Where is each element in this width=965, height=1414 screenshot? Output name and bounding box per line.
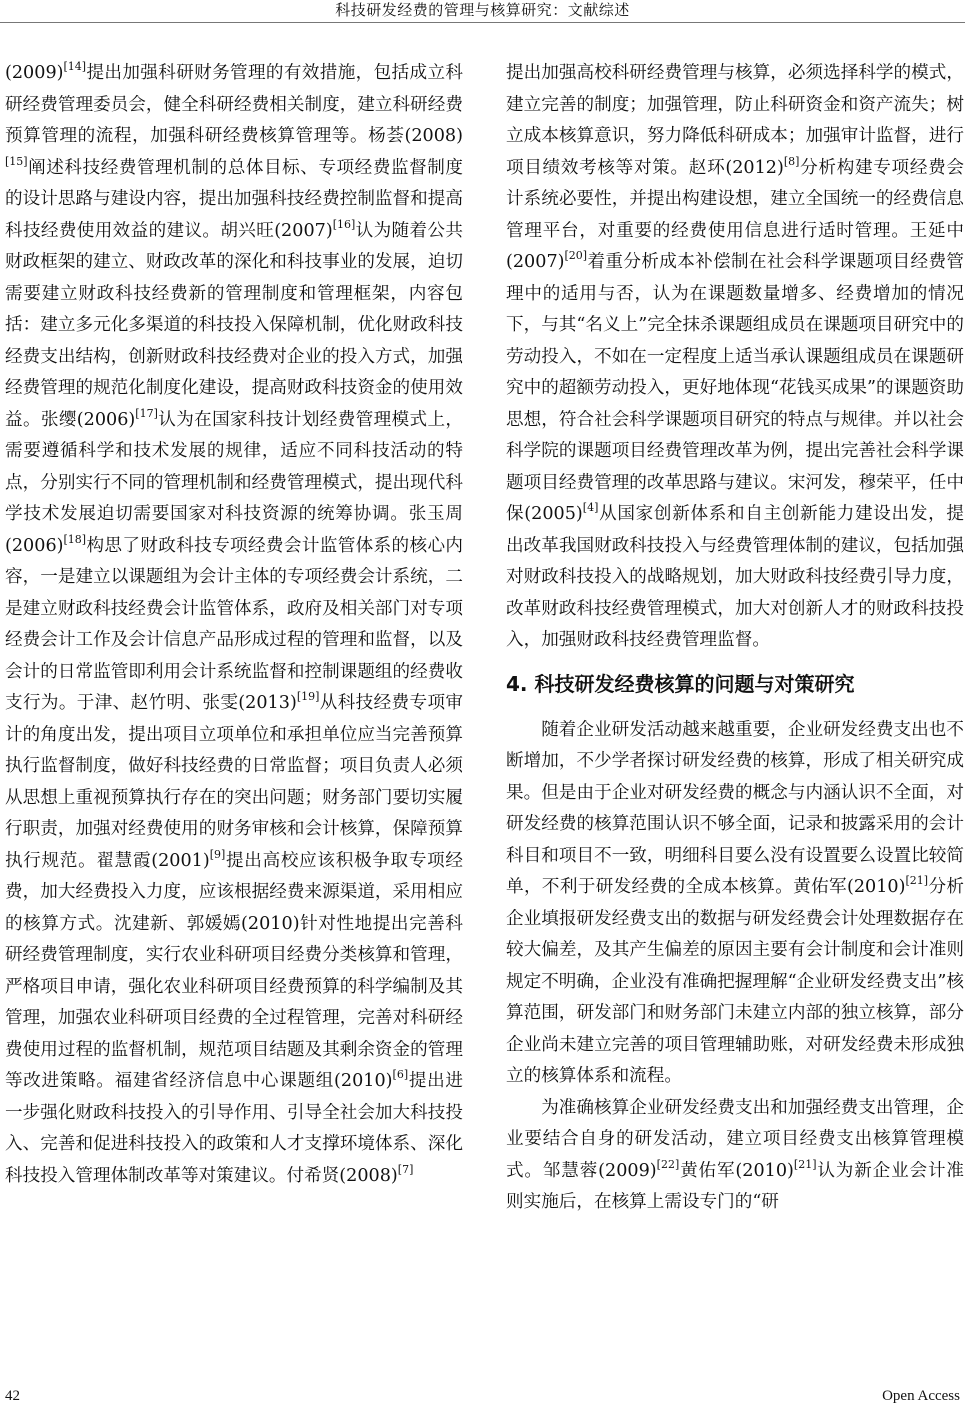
body-paragraph [506, 1093, 964, 1219]
text-run: 认为新企业会计准则实施后，在核算上需设专门的“研 [506, 1160, 964, 1212]
text-run: 提出加强高校科研经费管理与核算，必须选择科学的模式，建立完善的制度；加强管理，防止科研资金和资产流失；树立成本核算意识，努力降低科研成本；加强审计监督，进行项目绩效考核等对策。赵环(2012) [506, 63, 964, 178]
journal-name: Open Access [882, 1388, 960, 1404]
body-paragraph [5, 58, 463, 1192]
body-paragraph [506, 715, 964, 1093]
citation-ref: [9] [209, 847, 226, 861]
page-footer [0, 1388, 965, 1410]
running-header [0, 0, 965, 23]
text-run: 构思了财政科技专项经费会计监管体系的核心内容，一是建立以课题组为会计主体的专项经费会计系统，二是建立财政科技经费会计监管体系，政府及相关部门对专项经费会计工作及会计信息产品形成过程的管理和监督，以及会计的日常监管即利用会计系统监督和控制课题组的经费收支行为。于津、赵竹明、张雯(2013) [5, 535, 463, 713]
citation-ref: [17] [135, 406, 158, 420]
left-column-body [5, 58, 463, 1192]
text-run: 着重分析成本补偿制在社会科学课题项目经费管理中的适用与否，认为在课题数量增多、经费增加的情况下，与其“名义上”完全抹杀课题组成员在课题项目研究中的劳动投入，不如在一定程度上适当承认课题组成员在课题研究中的超额劳动投入，更好地体现“花钱买成果”的课题资助思想，符合社会科学课题项目研究的特点与规律。并以社会科学院的课题项目经费管理改革为例，提出完善社会科学课题项目经费管理的改革思路与建议。宋河发，穆荣平，任中保(2005) [506, 252, 964, 524]
text-run: 提出进一步强化财政科技投入的引导作用、引导全社会加大科技投入、完善和促进科技投入的政策和人才支撑环境体系、深化科技投入管理体制改革等对策建议。付希贤(2008) [5, 1071, 463, 1186]
header-title: 科技研发经费的管理与核算研究：文献综述 [335, 1, 630, 19]
citation-ref: [6] [392, 1068, 409, 1082]
citation-ref: [19] [296, 690, 320, 704]
section-heading: 4. 科技研发经费核算的问题与对策研究 [506, 671, 855, 696]
citation-ref: [4] [582, 501, 599, 515]
left-column [5, 58, 463, 1192]
text-run: (2009) [5, 63, 64, 83]
citation-ref: [22] [656, 1157, 680, 1171]
text-run: 黄佑军(2010) [679, 1160, 794, 1181]
text-run: 从科技经费专项审计的角度出发，提出项目立项单位和承担单位应当完善预算执行监督制度，做好科技经费的日常监督；项目负责人必须从思想上重视预算执行存在的突出问题；财务部门要切实履行职责，加强对经费使用的财务审核和会计核算，保障预算执行规范。翟慧霞(2001) [5, 693, 463, 871]
right-column-body-top [506, 58, 964, 657]
text-run: 随着企业研发活动越来越重要，企业研发经费支出也不断增加，不少学者探讨研发经费的核算，形成了相关研究成果。但是由于企业对研发经费的概念与内涵认识不全面，对研发经费的核算范围认识不够全面，记录和披露采用的会计科目和项目不一致，明细科目要么没有设置要么设置比较简单，不利于研发经费的全成本核算。黄佑军(2010) [506, 719, 964, 897]
citation-ref: [21] [905, 874, 929, 888]
right-column [506, 58, 964, 1219]
text-run: 从国家创新体系和自主创新能力建设出发，提出改革我国财政科技投入与经费管理体制的建议，包括加强对财政科技投入的战略规划，加大财政科技经费引导力度，改革财政科技经费管理模式，加大对创新人才的财政科技投入，加强财政科技经费管理监督。 [506, 504, 964, 650]
citation-ref: [15] [5, 154, 28, 168]
text-run: 认为随着公共财政框架的建立、财政改革的深化和科技事业的发展，迫切需要建立财政科技经费新的管理制度和管理框架，内容包括：建立多元化多渠道的科技投入保障机制，优化财政科技经费支出结构，创新财政科技经费对企业的投入方式，加强经费管理的规范化制度化建设，提高财政科技资金的使用效益。张缨(2006) [5, 220, 463, 430]
text-run: 为准确核算企业研发经费支出和加强经费支出管理，企业要结合自身的研发活动，建立项目经费支出核算管理模式。邹慧蓉(2009) [506, 1097, 964, 1181]
text-run: 提出加强科研财务管理的有效措施，包括成立科研经费管理委员会，健全科研经费相关制度，建立科研经费预算管理的流程，加强科研经费核算管理等。杨荟(2008) [5, 63, 463, 146]
citation-ref: [14] [63, 60, 87, 74]
citation-ref: [18] [63, 532, 87, 546]
text-run: 提出高校应该积极争取专项经费，加大经费投入力度，应该根据经费来源渠道，采用相应的核算方式。沈建新、郭媛嫣(2010)针对性地提出完善科研经费管理制度，实行农业科研项目经费分类核算和管理，严格项目申请，强化农业科研项目经费预算的科学编制及其管理，加强农业科研项目经费的全过程管理，完善对科研经费使用过程的监督机制，规范项目结题及其剩余资金的管理等改进策略。福建省经济信息中心课题组(2010) [5, 850, 463, 1091]
citation-ref: [16] [332, 217, 356, 231]
text-run: 阐述科技经费管理机制的总体目标、专项经费监督制度的设计思路与建设内容，提出加强科技经费控制监督和提高科技经费使用效益的建议。胡兴旺(2007) [5, 157, 463, 241]
text-run: 分析构建专项经费会计系统必要性，并提出构建设想，建立全国统一的经费信息管理平台，对重要的经费使用信息进行适时管理。王延中(2007) [506, 157, 964, 272]
body-paragraph [506, 58, 964, 657]
citation-ref: [20] [564, 249, 588, 263]
right-column-body-bottom [506, 715, 964, 1219]
citation-ref: [8] [783, 154, 800, 168]
page-number: 42 [5, 1388, 20, 1404]
citation-ref: [21] [793, 1157, 817, 1171]
text-run: 分析企业填报研发经费支出的数据与研发经费会计处理数据存在较大偏差，及其产生偏差的原因主要有会计制度和会计准则规定不明确，企业没有准确把握理解“企业研发经费支出”核算范围，研发部门和财务部门未建立内部的独立核算，部分企业尚未建立完善的项目管理辅助账，对研发经费未形成独立的核算体系和流程。 [506, 877, 964, 1086]
text-run: 认为在国家科技计划经费管理模式上，需要遵循科学和技术发展的规律，适应不同科技活动的特点，分别实行不同的管理机制和经费管理模式，提出现代科学技术发展迫切需要国家对科技资源的统筹协调。张玉周(2006) [5, 409, 463, 556]
citation-ref: [7] [397, 1162, 414, 1176]
